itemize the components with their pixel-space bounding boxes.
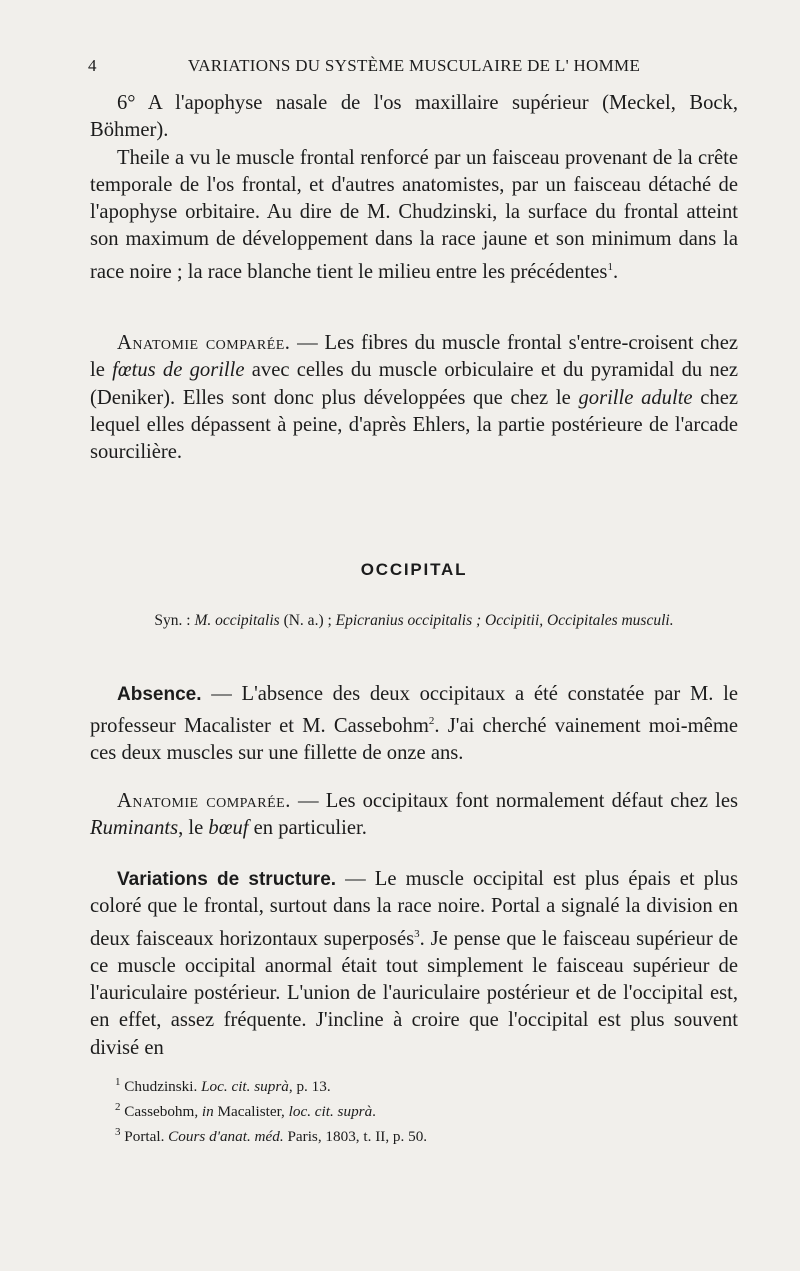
footnote-ref-2: 2 bbox=[428, 715, 435, 728]
section-label: Variations de structure. bbox=[117, 869, 337, 890]
paragraph-theile: Theile a vu le muscle frontal renforcé par un faisceau provenant de la crête temporale de l'os frontal, et d'autres anatomistes, par un faisceau détaché de l'apophyse orbitaire. Au dire de M. Chudzinski, la surface du frontal atteint son maximum de développement dans la race jaune et son minimum dans la race noire ; la race blanche tient le milieu entre les précédentes$^1$. bbox=[90, 146, 738, 283]
page-header bbox=[88, 56, 740, 84]
section-label: Anatomie comparée. bbox=[117, 332, 291, 354]
variations-structure-paragraph: Variations de structure. — Le muscle occipital est plus épais et plus coloré que le frontal, surtout dans la race noire. Portal a signalé la division en deux faisceaux horizontaux superposés$^3$. Je pense que le faisceau supérieur de ce muscle occipital anormal était tout simplement le faisceau supérieur de l'auriculaire postérieur. L'union de l'auriculaire postérieur et de l'occipital est, en effet, assez fréquente. J'incline à croire que l'occipital est plus souvent divisé en bbox=[90, 868, 738, 1059]
absence-paragraph: Absence. — L'absence des deux occipitaux a été constatée par M. le professeur Macalister et M. Cassebohm$^2$. J'ai cherché vainement moi-même ces deux muscles sur une fillette de onze ans. bbox=[90, 683, 738, 765]
footnote-2: $^2$ Cassebohm, in Macalister, loc. cit. suprà. bbox=[115, 1101, 376, 1121]
page-number: 4 bbox=[88, 56, 97, 75]
running-title: VARIATIONS DU SYSTÈME MUSCULAIRE DE L' HOMME bbox=[187, 56, 641, 75]
section-label: Absence. bbox=[117, 684, 202, 705]
anatomie-comparee-frontal: Anatomie comparée. — Les fibres du muscle frontal s'entre-croisent chez le fœtus de gorille avec celles du muscle orbiculaire et du pyramidal du nez (Deniker). Elles sont donc plus développées que chez le gorille adulte chez lequel elles dépassent à peine, d'après Ehlers, la partie postérieure de l'arcade sourcilière. bbox=[90, 332, 739, 464]
footnote-ref-3: 3 bbox=[414, 927, 420, 940]
text-block-frontal bbox=[90, 90, 738, 286]
footnote-3: $^3$ Portal. Cours d'anat. méd. Paris, 1803, t. II, p. 50. bbox=[115, 1126, 428, 1146]
paragraph-item-6: 6° A l'apophyse nasale de l'os maxillaire supérieur (Meckel, Bock, Böhmer). bbox=[90, 92, 738, 142]
synonyms-line: Syn. : M. occipitalis (N. a.) ; Epicranius occipitalis ; Occipitii, Occipitales musculi. bbox=[154, 612, 674, 629]
footnote-1: $^1$ Chudzinski. Loc. cit. suprà, p. 13. bbox=[115, 1076, 331, 1096]
footnotes bbox=[115, 1072, 735, 1147]
section-title: OCCIPITAL bbox=[360, 560, 468, 579]
footnote-ref-1: 1 bbox=[607, 260, 613, 273]
section-label: Anatomie comparée. bbox=[117, 790, 291, 812]
anatomie-comparee-occipital: Anatomie comparée. — Les occipitaux font normalement défaut chez les Ruminants, le bœuf en particulier. bbox=[90, 790, 738, 840]
